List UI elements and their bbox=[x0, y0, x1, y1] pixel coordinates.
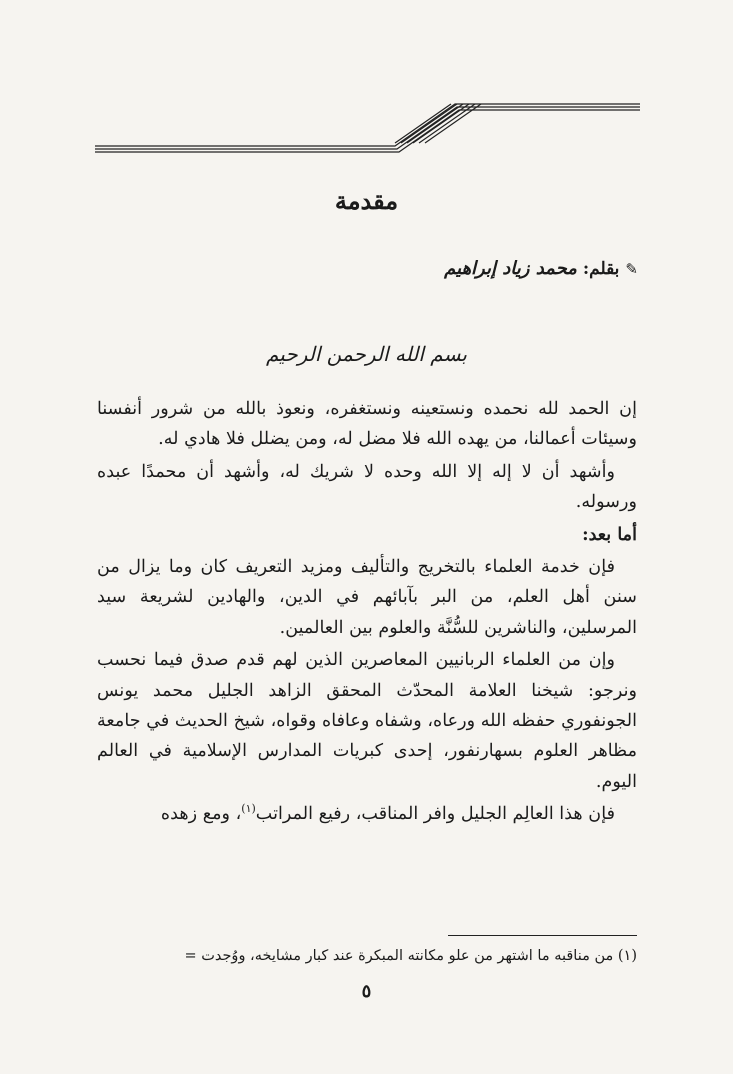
paragraph: إن الحمد لله نحمده ونستعينه ونستغفره، ونعوذ بالله من شرور أنفسنا وسيئات أعمالنا، من يهده الله فلا مضل له، ومن يضلل فلا هادي له. bbox=[97, 399, 637, 450]
byline-prefix: بقلم: bbox=[582, 258, 620, 279]
header-ornament bbox=[95, 92, 640, 154]
paragraph: وأشهد أن لا إله إلا الله وحده لا شريك له، وأشهد أن محمدًا عبده ورسوله. bbox=[97, 461, 637, 513]
byline-author: محمد زياد إبراهيم bbox=[444, 258, 577, 279]
paragraph-tail: ، ومع زهده bbox=[160, 804, 242, 825]
byline bbox=[444, 258, 638, 279]
paragraph: وإن من العلماء الربانيين المعاصرين الذين لهم قدم صدق فيما نحسب ونرجو: شيخنا العلامة المحدّث المحقق الزاهد الجليل محمد يونس الجونفوري حفظه الله ورعاه، وشفاه وعافاه وقواه، شيخ الحديث في جامعة مظاهر العلوم بسهارنفور، إحدى كبريات المدارس الإسلامية في العالم اليوم. bbox=[97, 650, 637, 792]
paragraph bbox=[97, 799, 637, 829]
page-title: مقدمة bbox=[334, 186, 399, 215]
section-heading: أما بعد: bbox=[582, 523, 637, 545]
paragraph-text: فإن هذا العالِم الجليل وافر المناقب، رفيع المراتب bbox=[255, 804, 615, 825]
basmala: بسم الله الرحمن الرحيم bbox=[265, 342, 467, 366]
paragraph: فإن خدمة العلماء بالتخريج والتأليف ومزيد التعريف كان وما يزال من سنن أهل العلم، من البر بآبائهم في الدين، والهادين لشريعة سيد المرسلين، والناشرين للسُّنَّة والعلوم بين العالمين. bbox=[97, 557, 637, 638]
footnote: (١) من مناقبه ما اشتهر من علو مكانته المبكرة عند كبار مشايخه، ووُجدت = bbox=[184, 948, 637, 964]
page-number: ٥ bbox=[361, 981, 372, 1002]
footnote-reference[interactable]: (١) bbox=[241, 802, 256, 816]
body-text bbox=[97, 394, 637, 832]
pen-icon: ✎ bbox=[625, 259, 638, 278]
footnote-separator bbox=[448, 935, 637, 936]
